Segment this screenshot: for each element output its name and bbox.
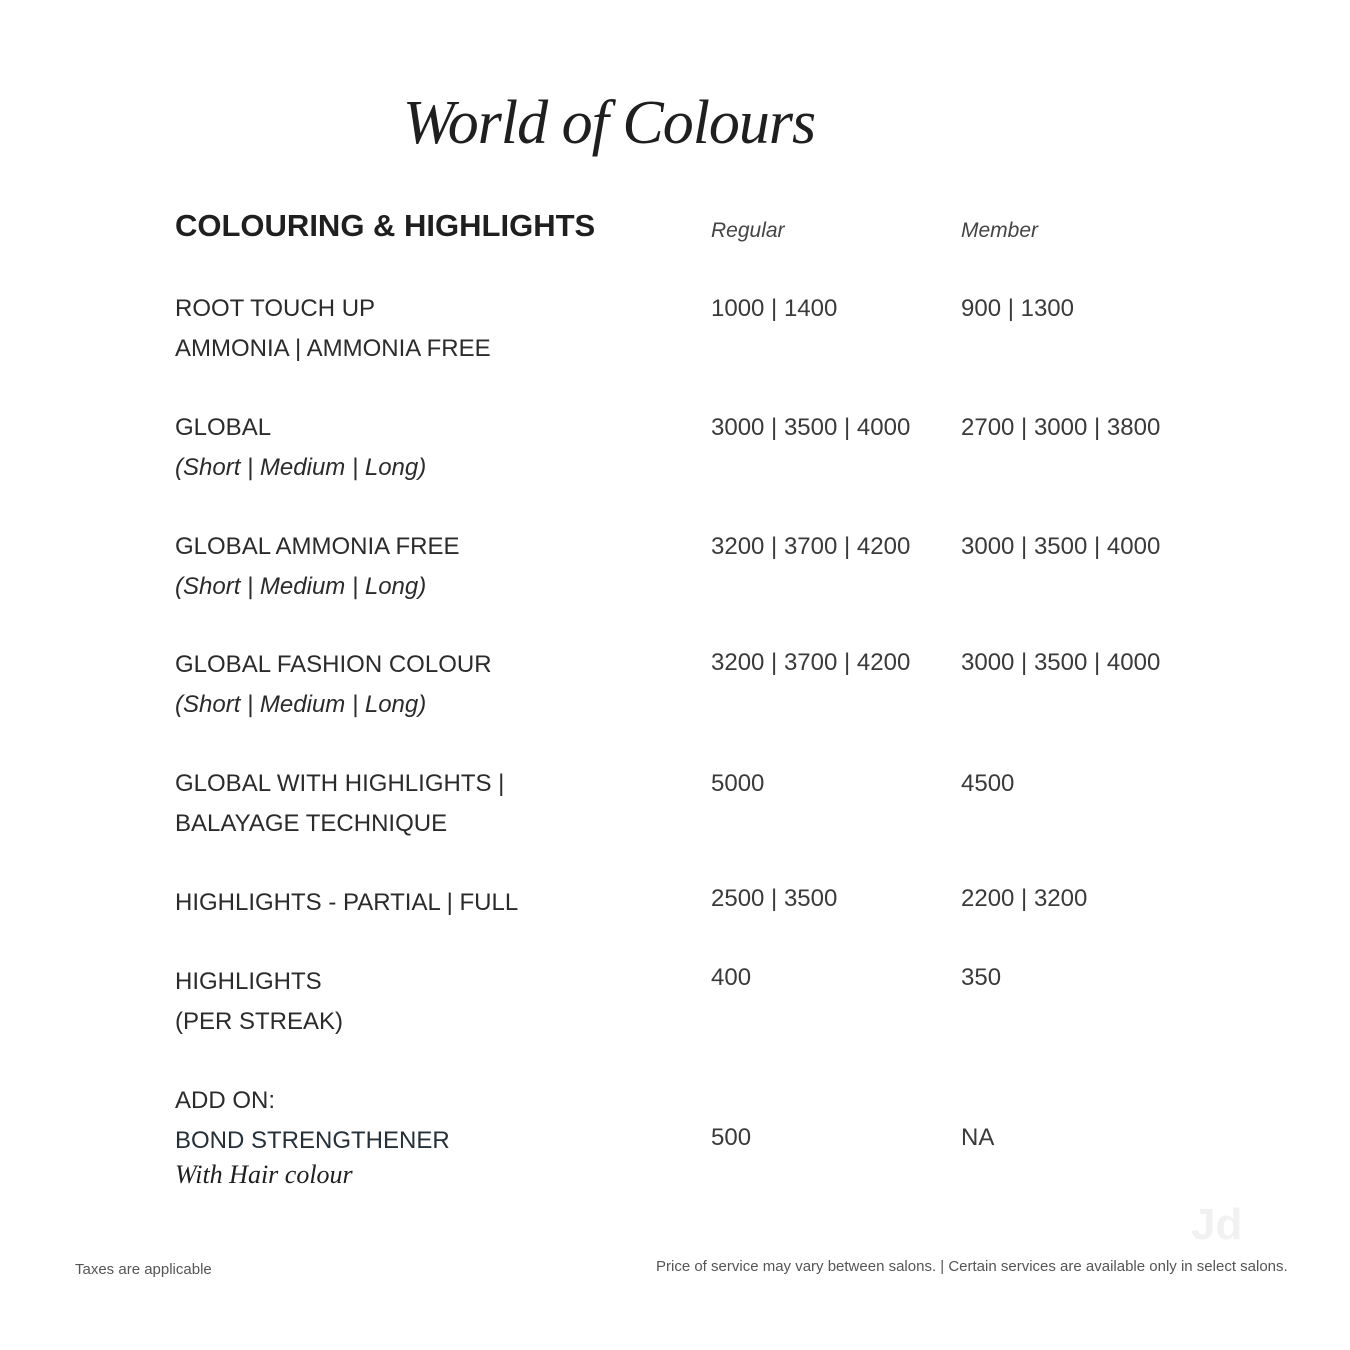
service-detail: (Short | Medium | Long) [175, 691, 427, 718]
service-detail: AMMONIA | AMMONIA FREE [175, 335, 491, 362]
service-name: GLOBAL [175, 414, 272, 441]
footer-taxes-note: Taxes are applicable [75, 1261, 212, 1278]
service-name: ADD ON: [175, 1087, 276, 1114]
price-regular: 3200 | 3700 | 4200 [711, 533, 911, 560]
service-name: GLOBAL WITH HIGHLIGHTS | [175, 770, 505, 797]
service-detail: BOND STRENGTHENER [175, 1127, 450, 1154]
service-name: HIGHLIGHTS - PARTIAL | FULL [175, 889, 519, 916]
service-global [175, 408, 426, 488]
column-header-member: Member [961, 219, 1039, 242]
price-regular: 3200 | 3700 | 4200 [711, 649, 911, 676]
service-global-with-highlights [175, 764, 504, 844]
price-regular: 5000 [711, 770, 765, 797]
price-regular: 500 [711, 1124, 752, 1151]
service-detail: (Short | Medium | Long) [175, 573, 427, 600]
service-detail: (PER STREAK) [175, 1008, 344, 1035]
footer-disclaimer: Price of service may vary between salons. | Certain services are available only in select salons. [656, 1258, 1288, 1275]
service-detail: BALAYAGE TECHNIQUE [175, 810, 448, 837]
column-header-regular: Regular [711, 219, 785, 242]
price-regular: 3000 | 3500 | 4000 [711, 414, 911, 441]
page-title: World of Colours [402, 89, 816, 157]
service-note: With Hair colour [175, 1160, 353, 1189]
price-regular: 400 [711, 964, 752, 991]
price-regular: 1000 | 1400 [711, 295, 838, 322]
service-name: ROOT TOUCH UP [175, 295, 376, 322]
service-name: GLOBAL AMMONIA FREE [175, 533, 460, 560]
service-detail: (Short | Medium | Long) [175, 454, 427, 481]
price-member: 3000 | 3500 | 4000 [961, 533, 1161, 560]
service-name: HIGHLIGHTS [175, 968, 322, 995]
service-name: GLOBAL FASHION COLOUR [175, 651, 492, 678]
price-member: 4500 [961, 770, 1015, 797]
service-highlights-partial-full [175, 883, 518, 923]
service-highlights-per-streak [175, 962, 343, 1042]
jd-watermark-logo: Jd [1191, 1200, 1243, 1249]
service-root-touch-up [175, 289, 491, 369]
price-member: 2700 | 3000 | 3800 [961, 414, 1161, 441]
price-member: NA [961, 1124, 995, 1151]
price-member: 3000 | 3500 | 4000 [961, 649, 1161, 676]
price-member: 2200 | 3200 [961, 885, 1088, 912]
price-member: 350 [961, 964, 1002, 991]
price-regular: 2500 | 3500 [711, 885, 838, 912]
section-heading: COLOURING & HIGHLIGHTS [175, 208, 596, 243]
service-global-ammonia-free [175, 527, 460, 607]
service-add-on-bond-strengthener [175, 1081, 450, 1189]
service-global-fashion-colour [175, 645, 492, 725]
price-member: 900 | 1300 [961, 295, 1075, 322]
